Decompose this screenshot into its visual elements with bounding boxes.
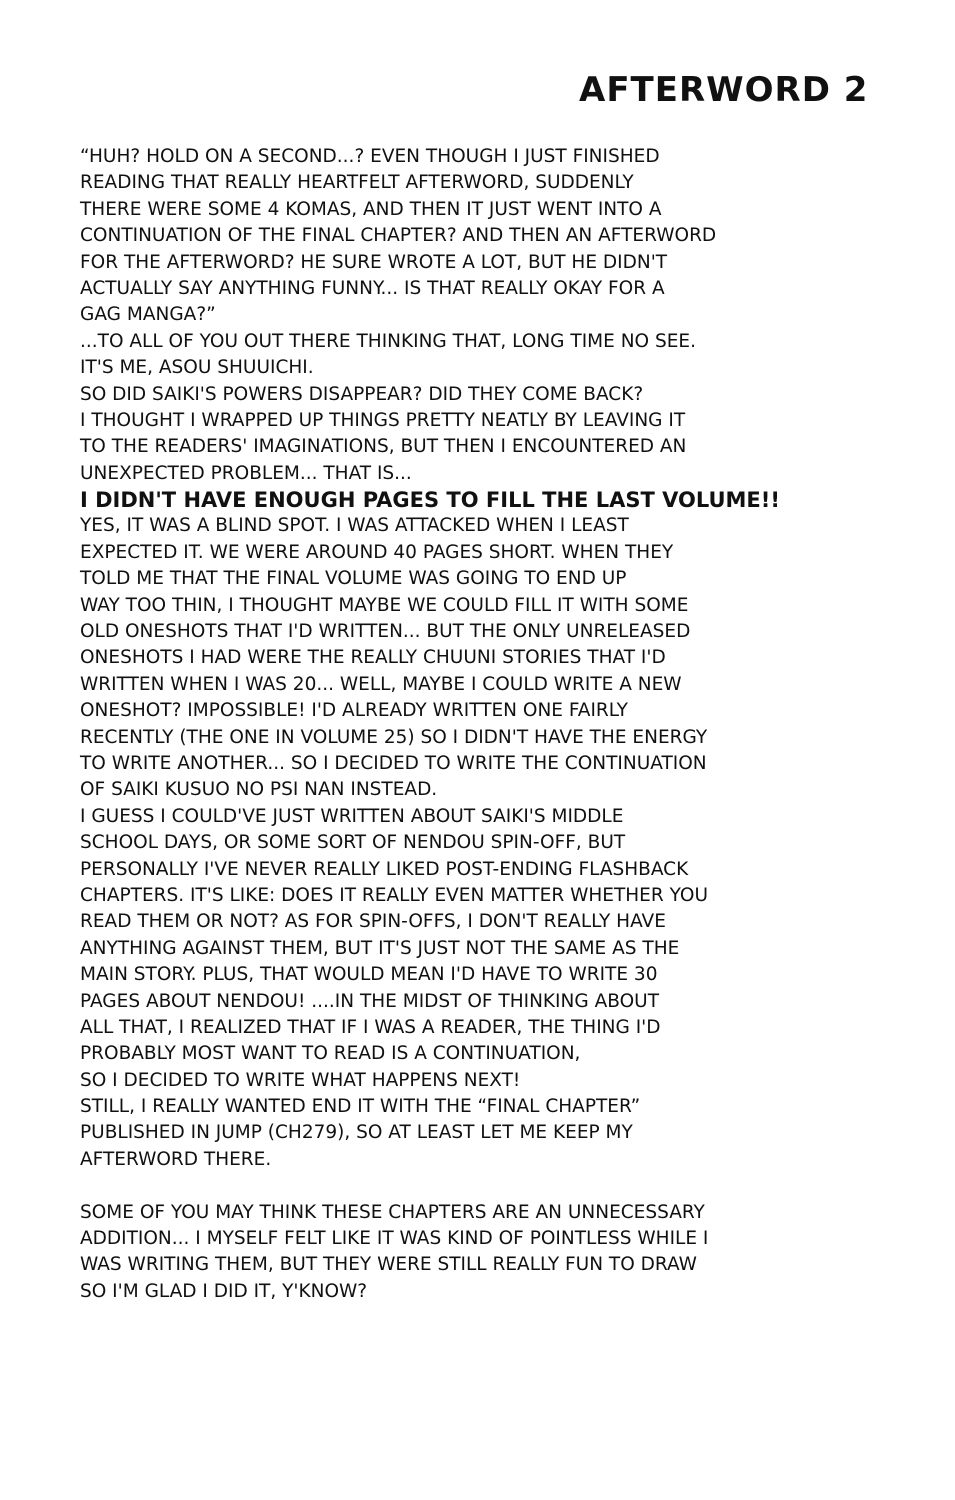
text-line: CHAPTERS. IT'S LIKE: DOES IT REALLY EVEN MATTER WHETHER YOU xyxy=(80,884,708,906)
paragraph-gap xyxy=(80,1173,930,1199)
text-line: ONESHOT? IMPOSSIBLE! I'D ALREADY WRITTEN ONE FAIRLY xyxy=(80,700,628,722)
text-line: OLD ONESHOTS THAT I'D WRITTEN... BUT THE ONLY UNRELEASED xyxy=(80,621,691,643)
text-line: ADDITION... I MYSELF FELT LIKE IT WAS KIND OF POINTLESS WHILE I xyxy=(80,1228,709,1250)
text-line: READ THEM OR NOT? AS FOR SPIN-OFFS, I DON'T REALLY HAVE xyxy=(80,911,666,933)
emphasis-line: I DIDN'T HAVE ENOUGH PAGES TO FILL THE LAST VOLUME!! xyxy=(80,488,780,513)
text-line: PROBABLY MOST WANT TO READ IS A CONTINUATION, xyxy=(80,1043,581,1065)
text-line: EXPECTED IT. WE WERE AROUND 40 PAGES SHORT. WHEN THEY xyxy=(80,541,674,563)
text-line: IT'S ME, ASOU SHUUICHI. xyxy=(80,357,314,379)
text-line: I GUESS I COULD'VE JUST WRITTEN ABOUT SAIKI'S MIDDLE xyxy=(80,805,624,827)
afterword-body xyxy=(80,144,930,1305)
text-line: PUBLISHED IN JUMP (CH279), SO AT LEAST LET ME KEEP MY xyxy=(80,1122,633,1144)
text-line: TO THE READERS' IMAGINATIONS, BUT THEN I ENCOUNTERED AN xyxy=(80,436,687,458)
text-line: PERSONALLY I'VE NEVER REALLY LIKED POST-ENDING FLASHBACK xyxy=(80,858,689,880)
text-line: ACTUALLY SAY ANYTHING FUNNY... IS THAT REALLY OKAY FOR A xyxy=(80,277,665,299)
text-line: AFTERWORD THERE. xyxy=(80,1148,272,1170)
text-line: CONTINUATION OF THE FINAL CHAPTER? AND THEN AN AFTERWORD xyxy=(80,225,717,247)
text-line: SO I DECIDED TO WRITE WHAT HAPPENS NEXT! xyxy=(80,1069,521,1091)
paragraph-2 xyxy=(80,513,930,1173)
text-line: MAIN STORY. PLUS, THAT WOULD MEAN I'D HAVE TO WRITE 30 xyxy=(80,964,658,986)
text-line: THERE WERE SOME 4 KOMAS, AND THEN IT JUST WENT INTO A xyxy=(80,198,662,220)
text-line: ...TO ALL OF YOU OUT THERE THINKING THAT, LONG TIME NO SEE. xyxy=(80,330,696,352)
text-line: “HUH? HOLD ON A SECOND...? EVEN THOUGH I JUST FINISHED xyxy=(80,146,660,167)
text-line: OF SAIKI KUSUO NO PSI NAN INSTEAD. xyxy=(80,779,438,801)
text-line: WAS WRITING THEM, BUT THEY WERE STILL REALLY FUN TO DRAW xyxy=(80,1254,697,1276)
text-line: GAG MANGA?” xyxy=(80,304,216,326)
text-line: RECENTLY (THE ONE IN VOLUME 25) SO I DIDN'T HAVE THE ENERGY xyxy=(80,726,708,748)
text-line: ALL THAT, I REALIZED THAT IF I WAS A READER, THE THING I'D xyxy=(80,1016,661,1038)
text-line: SCHOOL DAYS, OR SOME SORT OF NENDOU SPIN-OFF, BUT xyxy=(80,832,626,854)
text-line: TO WRITE ANOTHER... SO I DECIDED TO WRITE THE CONTINUATION xyxy=(80,752,707,774)
text-line: STILL, I REALLY WANTED END IT WITH THE “FINAL CHAPTER” xyxy=(80,1096,641,1118)
text-line: SO I'M GLAD I DID IT, Y'KNOW? xyxy=(80,1280,368,1302)
text-line: READING THAT REALLY HEARTFELT AFTERWORD, SUDDENLY xyxy=(80,172,634,194)
text-line: UNEXPECTED PROBLEM... THAT IS... xyxy=(80,462,412,484)
text-line: YES, IT WAS A BLIND SPOT. I WAS ATTACKED WHEN I LEAST xyxy=(80,515,629,537)
text-line: SO DID SAIKI'S POWERS DISAPPEAR? DID THEY COME BACK? xyxy=(80,383,644,405)
page-title: AFTERWORD 2 xyxy=(579,70,869,110)
text-line: FOR THE AFTERWORD? HE SURE WROTE A LOT, BUT HE DIDN'T xyxy=(80,251,668,273)
text-line: PAGES ABOUT NENDOU! ....IN THE MIDST OF THINKING ABOUT xyxy=(80,990,659,1012)
text-line: ANYTHING AGAINST THEM, BUT IT'S JUST NOT THE SAME AS THE xyxy=(80,937,680,959)
text-line: I THOUGHT I WRAPPED UP THINGS PRETTY NEATLY BY LEAVING IT xyxy=(80,409,686,431)
text-line: WAY TOO THIN, I THOUGHT MAYBE WE COULD FILL IT WITH SOME xyxy=(80,594,689,616)
text-line: WRITTEN WHEN I WAS 20... WELL, MAYBE I COULD WRITE A NEW xyxy=(80,673,682,695)
paragraph-3 xyxy=(80,1200,930,1306)
text-line: SOME OF YOU MAY THINK THESE CHAPTERS ARE AN UNNECESSARY xyxy=(80,1201,705,1223)
text-line: TOLD ME THAT THE FINAL VOLUME WAS GOING TO END UP xyxy=(80,568,627,590)
paragraph-1 xyxy=(80,144,930,487)
text-line: ONESHOTS I HAD WERE THE REALLY CHUUNI STORIES THAT I'D xyxy=(80,647,666,669)
